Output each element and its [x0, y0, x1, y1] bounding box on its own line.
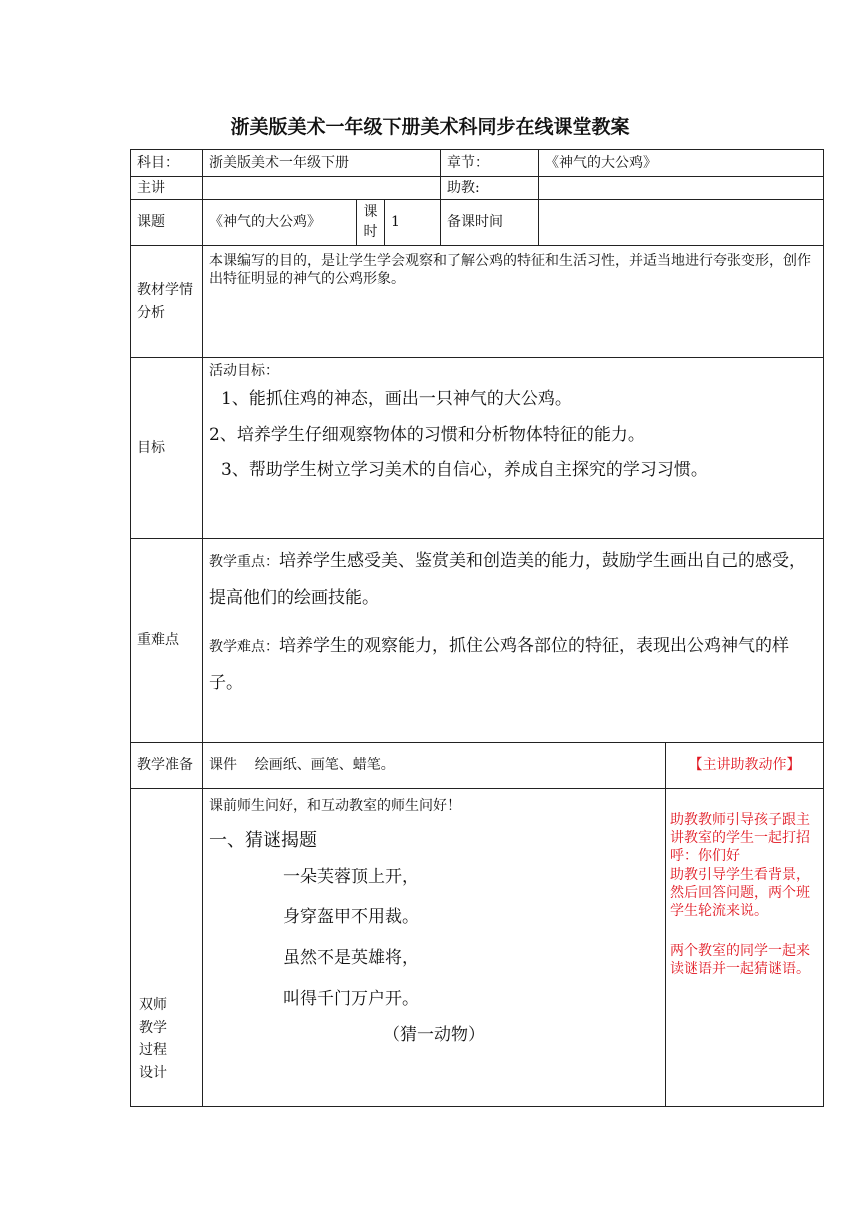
greeting-text: 课前师生问好，和互动教室的师生问好！ — [209, 798, 461, 814]
focus-paragraph — [209, 543, 817, 618]
difficulty-paragraph — [209, 628, 817, 703]
prep-time-value — [539, 200, 824, 246]
note-2: 助教引导学生看背景，然后回答问题，两个班学生轮流来说。 — [670, 866, 810, 919]
period-label: 课时 — [357, 200, 385, 246]
goal-item-1: 1、能抓住鸡的神态，画出一只神气的大公鸡。 — [221, 389, 572, 410]
note-1: 助教教师引导孩子跟主讲教室的学生一起打招呼：你们好 — [670, 812, 810, 865]
assistant-value — [539, 177, 824, 200]
row-analysis — [131, 246, 824, 358]
process-label: 双师教学过程设计 — [131, 789, 203, 1107]
goals-label: 目标 — [131, 358, 203, 539]
lesson-plan-table — [130, 149, 824, 1107]
section-title: 一、猜谜揭题 — [209, 830, 317, 852]
process-content — [203, 789, 666, 1107]
riddle-hint: （猜一动物） — [383, 1024, 485, 1045]
row-topic — [131, 200, 824, 246]
lecturer-value — [203, 177, 441, 200]
key-points-label: 重难点 — [131, 539, 203, 743]
riddle-line-3: 虽然不是英雄将， — [283, 948, 419, 969]
focus-text: 培养学生感受美、鉴赏美和创造美的能力，鼓励学生画出自己的感受，提高他们的绘画技能。 — [209, 551, 806, 609]
lecturer-label: 主讲 — [131, 177, 203, 200]
topic-label: 课题 — [131, 200, 203, 246]
difficulty-label: 教学难点： — [209, 638, 279, 655]
focus-label: 教学重点： — [209, 554, 279, 570]
row-process — [131, 789, 824, 1107]
chapter-value: 《神气的大公鸡》 — [539, 150, 824, 177]
subject-value: 浙美版美术一年级下册 — [203, 150, 441, 177]
process-notes — [666, 789, 824, 1107]
analysis-label: 教材学情分析 — [131, 246, 203, 358]
goal-item-3: 3、帮助学生树立学习美术的自信心，养成自主探究的学习习惯。 — [221, 460, 708, 481]
preparation-text: 课件 绘画纸、画笔、蜡笔。 — [203, 743, 666, 789]
goal-item-2: 2、培养学生仔细观察物体的习惯和分析物体特征的能力。 — [209, 424, 645, 445]
key-points-content — [203, 539, 824, 743]
row-key-points — [131, 539, 824, 743]
document-title: 浙美版美术一年级下册美术科同步在线课堂教案 — [230, 116, 630, 138]
prep-time-label: 备课时间 — [441, 200, 539, 246]
topic-value: 《神气的大公鸡》 — [203, 200, 357, 246]
analysis-text: 本课编写的目的，是让学生学会观察和了解公鸡的特征和生活习性，并适当地进行夸张变形，创作出特征明显的神气的公鸡形象。 — [203, 246, 824, 358]
goals-heading: 活动目标： — [209, 363, 279, 379]
difficulty-text: 培养学生的观察能力，抓住公鸡各部位的特征，表现出公鸡神气的样子。 — [209, 635, 789, 694]
riddle-line-1: 一朵芙蓉顶上开， — [283, 866, 419, 887]
row-preparation — [131, 743, 824, 789]
goals-content — [203, 358, 824, 539]
row-subject — [131, 150, 824, 177]
preparation-label: 教学准备 — [131, 743, 203, 789]
action-header: 【主讲助教动作】 — [666, 743, 824, 789]
chapter-label: 章节： — [441, 150, 539, 177]
row-lecturer — [131, 177, 824, 200]
riddle-line-2: 身穿盔甲不用裁。 — [283, 907, 419, 928]
riddle-line-4: 叫得千门万户开。 — [283, 988, 419, 1009]
row-goals — [131, 358, 824, 539]
assistant-label: 助教: — [441, 177, 539, 200]
period-value: 1 — [385, 200, 441, 246]
subject-label: 科目： — [131, 150, 203, 177]
note-3: 两个教室的同学一起来读谜语并一起猜谜语。 — [670, 943, 810, 978]
